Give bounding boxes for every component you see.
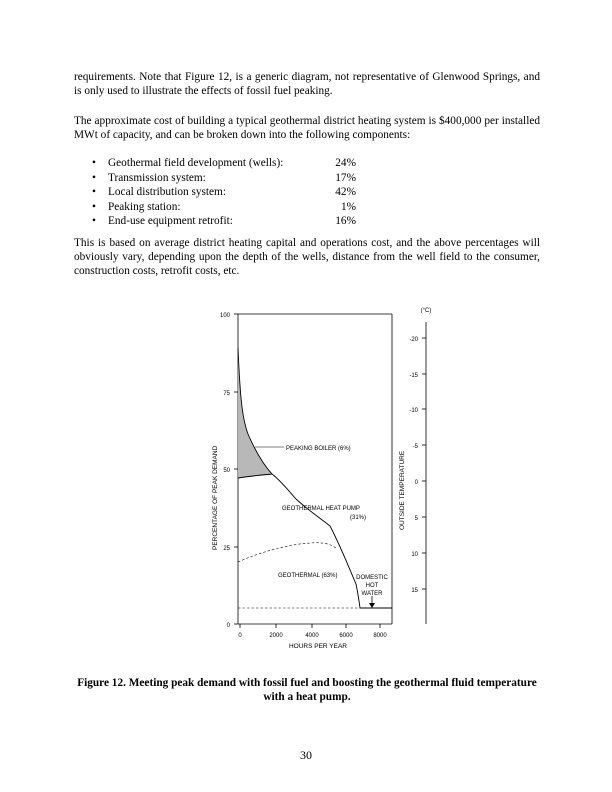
temp-tick-label: 0 (414, 480, 418, 486)
temp-tick-label: -20 (409, 337, 418, 343)
y-tick-label: 25 (223, 546, 230, 552)
component-label: Transmission system: (108, 171, 206, 184)
dhw-label-line2: HOT (365, 583, 379, 589)
component-percent: 1% (340, 200, 356, 213)
paragraph-cost: The approximate cost of building a typical geothermal district heating system is $400,000 per installed MWt of capacity, and can be broken down into the following components: (74, 115, 540, 141)
paragraph-notes: This is based on average district heating capital and operations cost, and the above percentages will obviously vary, depending upon the depth of the wells, distance from the well field to the consumer, construction costs, retrofit costs, etc. (74, 237, 540, 277)
x-tick-label: 0 (238, 633, 242, 639)
temperature-axis-title: OUTSIDE TEMPERATURE (399, 450, 406, 530)
dhw-label-line3: WATER (361, 591, 383, 597)
component-label: End-use equipment retrofit: (108, 215, 233, 227)
arrow-head-icon (369, 603, 375, 608)
component-percent: 16% (335, 215, 356, 227)
load-duration-curve (238, 348, 392, 608)
y-axis-title: PERCENTAGE OF PEAK DEMAND (212, 445, 219, 550)
component-label: Geothermal field development (wells): (108, 157, 284, 169)
heat-pump-boundary-dashed (238, 543, 336, 562)
page-number: 30 (300, 748, 312, 762)
y-tick-label: 100 (219, 313, 230, 319)
x-axis-title: HOURS PER YEAR (288, 643, 348, 650)
list-item: • Local distribution system: 42% (92, 186, 356, 198)
component-label: Peaking station: (108, 200, 181, 213)
x-tick-label: 6000 (339, 633, 353, 639)
list-item: • End-use equipment retrofit: 16% (92, 215, 356, 227)
temp-tick-label: 15 (411, 588, 418, 594)
component-percent: 17% (335, 171, 356, 184)
heat-pump-label: GEOTHERMAL HEAT PUMP (282, 506, 360, 512)
x-tick-label: 4000 (305, 633, 319, 639)
cost-breakdown-list (92, 156, 356, 229)
dhw-label-line1: DOMESTIC (356, 575, 388, 581)
peaking-boiler-label: PEAKING BOILER (6%) (286, 446, 351, 452)
x-tick-label: 8000 (373, 633, 387, 639)
list-item: • Peaking station: 1% (92, 200, 356, 213)
figure-caption: Figure 12. Meeting peak demand with fossil fuel and boosting the geothermal fluid temperature with a heat pump. (77, 677, 537, 703)
y-tick-label: 0 (226, 623, 230, 629)
temp-tick-label: -5 (412, 444, 418, 450)
y-tick-label: 75 (223, 391, 230, 397)
list-item: • Transmission system: 17% (92, 171, 356, 184)
geothermal-label: GEOTHERMAL (63%) (278, 573, 338, 579)
figure-12-diagram (200, 300, 450, 660)
y-tick-label: 50 (223, 468, 230, 474)
temp-tick-label: -15 (409, 373, 418, 379)
component-percent: 24% (335, 157, 356, 169)
list-item: • Geothermal field development (wells): 24% (92, 157, 356, 169)
temperature-unit: (°C) (420, 308, 432, 314)
x-tick-label: 2000 (269, 633, 283, 639)
heat-pump-percent: (31%) (350, 515, 367, 521)
temp-tick-label: -10 (409, 408, 418, 414)
component-percent: 42% (335, 186, 356, 198)
component-label: Local distribution system: (108, 186, 226, 198)
temp-tick-label: 10 (411, 552, 418, 558)
paragraph-intro: requirements. Note that Figure 12, is a generic diagram, not representative of Glenwood Springs, and is only used to illustrate the effects of fossil fuel peaking. (74, 71, 540, 97)
temp-tick-label: 5 (414, 516, 418, 522)
